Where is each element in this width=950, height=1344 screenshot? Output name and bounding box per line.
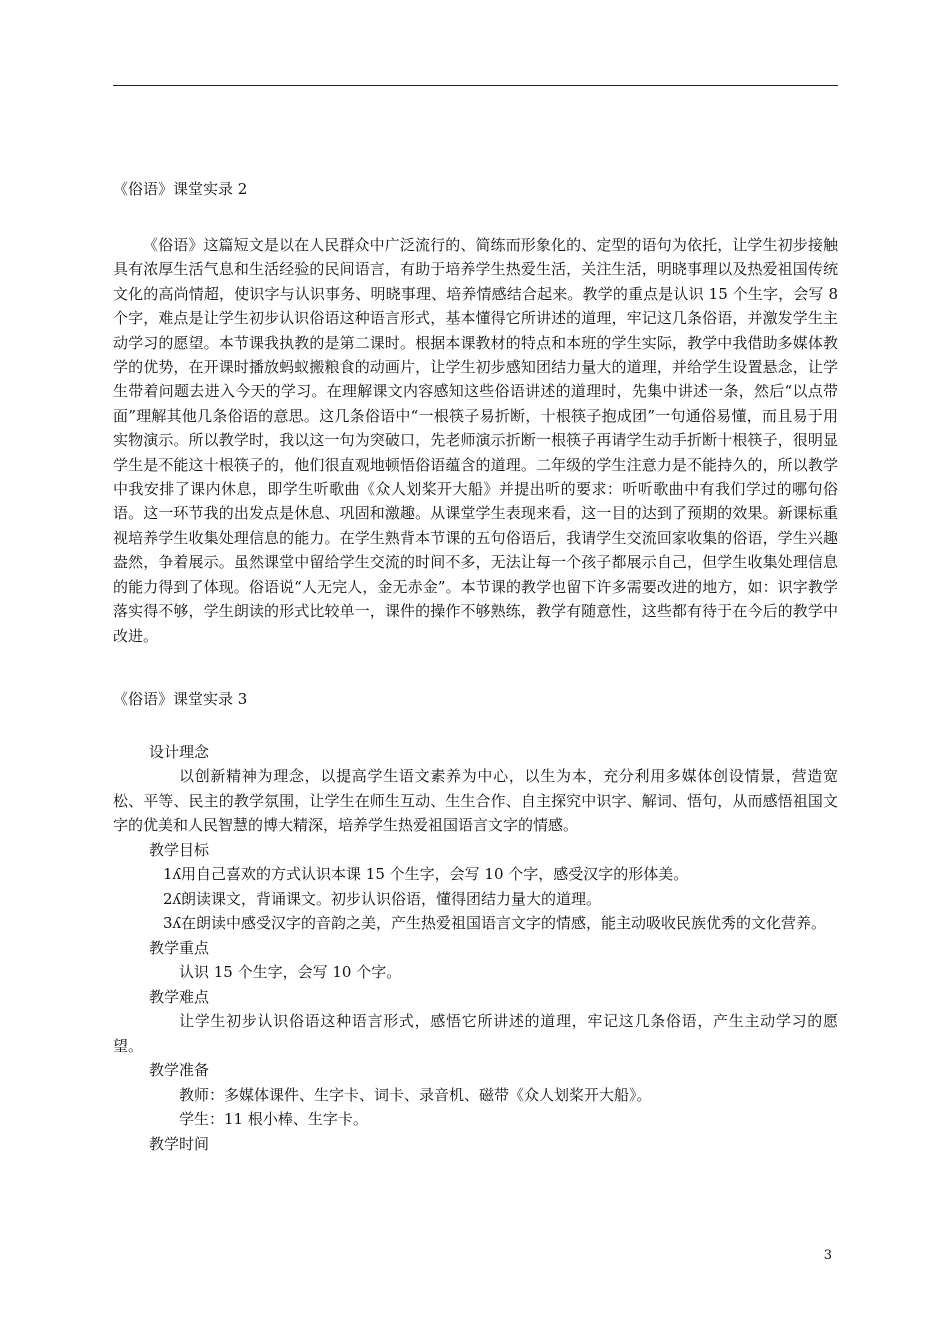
lesson-plan-outline [113, 740, 838, 1157]
goal-item: 1ʎ用自己喜欢的方式认识本课 15 个生字，会写 10 个字，感受汉字的形体美。 [163, 865, 689, 884]
goal-item: 3ʎ在朗读中感受汉字的音韵之美，产生热爱祖国语言文字的情感，能主动吸收民族优秀的文化营养。 [163, 914, 827, 933]
prep-heading: 教学准备 [149, 1061, 210, 1080]
key-text: 认识 15 个生字，会写 10 个字。 [179, 963, 402, 982]
goals-heading: 教学目标 [149, 840, 210, 859]
prep-student: 学生：11 根小棒、生字卡。 [179, 1110, 368, 1129]
difficulty-text: 让学生初步认识俗语这种语言形式，感悟它所讲述的道理，牢记这几条俗语，产生主动学习的愿望。 [113, 1012, 838, 1055]
difficulty-heading: 教学难点 [149, 987, 210, 1006]
design-text: 以创新精神为理念，以提高学生语文素养为中心，以生为本，充分利用多媒体创设情景，营造宽松、平等、民主的教学氛围，让学生在师生互动、生生合作、自主探究中识字、解词、悟句，从而感悟祖国文字的优美和人民智慧的博大精深，培养学生热爱祖国语言文字的情感。 [113, 767, 838, 835]
section-2-paragraph: 《俗语》这篇短文是以在人民群众中广泛流行的、简练而形象化的、定型的语句为依托，让学生初步接触具有浓厚生活气息和生活经验的民间语言，有助于培养学生热爱生活，关注生活，明晓事理以及热爱祖国传统文化的高尚情超，使识字与认识事务、明晓事理、培养情感结合起来。教学的重点是认识 15 个生字，会写 8 个字，难点是让学生初步认识俗语这种语言形式，基本懂得它所讲述的道理，牢记这几条俗语，并激发学生主动学习的愿望。本节课我执教的是第二课时。根据本课教材的特点和本班的学生实际，教学中我借助多媒体教学的优势，在开课时播放蚂蚁搬粮食的动画片，让学生初步感知团结力量大的道理，并给学生设置悬念，让学生带着问题去进入今天的学习。在理解课文内容感知这些俗语讲述的道理时，先集中讲述一条，然后“以点带面”理解其他几条俗语的意思。这几条俗语中“一根筷子易折断，十根筷子抱成团”一句通俗易懂，而且易于用实物演示。所以教学时，我以这一句为突破口，先老师演示折断一根筷子再请学生动手折断十根筷子，很明显学生是不能这十根筷子的，他们很直观地顿悟俗语蕴含的道理。二年级的学生注意力是不能持久的，所以教学中我安排了课内休息，即学生听歌曲《众人划桨开大船》并提出听的要求：听听歌曲中有我们学过的哪句俗语。这一环节我的出发点是休息、巩固和激趣。从课堂学生表现来看，这一目的达到了预期的效果。新课标重视培养学生收集处理信息的能力。在学生熟背本节课的五句俗语后，我请学生交流回家收集的俗语，学生兴趣盎然，争着展示。虽然课堂中留给学生交流的时间不多，无法让每一个孩子都展示自己，但学生收集处理信息的能力得到了体现。俗语说“人无完人，金无赤金”。本节课的教学也留下许多需要改进的地方，如：识字教学落实得不够，学生朗读的形式比较单一，课件的操作不够熟练，教学有随意性，这些都有待于在今后的教学中改进。 [113, 236, 838, 645]
page-number: 3 [823, 1248, 832, 1263]
prep-teacher: 教师：多媒体课件、生字卡、词卡、录音机、磁带《众人划桨开大船》。 [179, 1085, 652, 1104]
key-heading: 教学重点 [149, 938, 210, 957]
goal-item: 2ʎ朗读课文，背诵课文。初步认识俗语，懂得团结力量大的道理。 [163, 889, 602, 908]
time-heading: 教学时间 [149, 1134, 210, 1153]
section-title-2: 《俗语》课堂实录 2 [113, 180, 248, 198]
document-body [113, 178, 838, 1156]
section-title-3: 《俗语》课堂实录 3 [113, 689, 248, 708]
design-heading: 设计理念 [149, 742, 210, 761]
header-rule [113, 85, 838, 86]
